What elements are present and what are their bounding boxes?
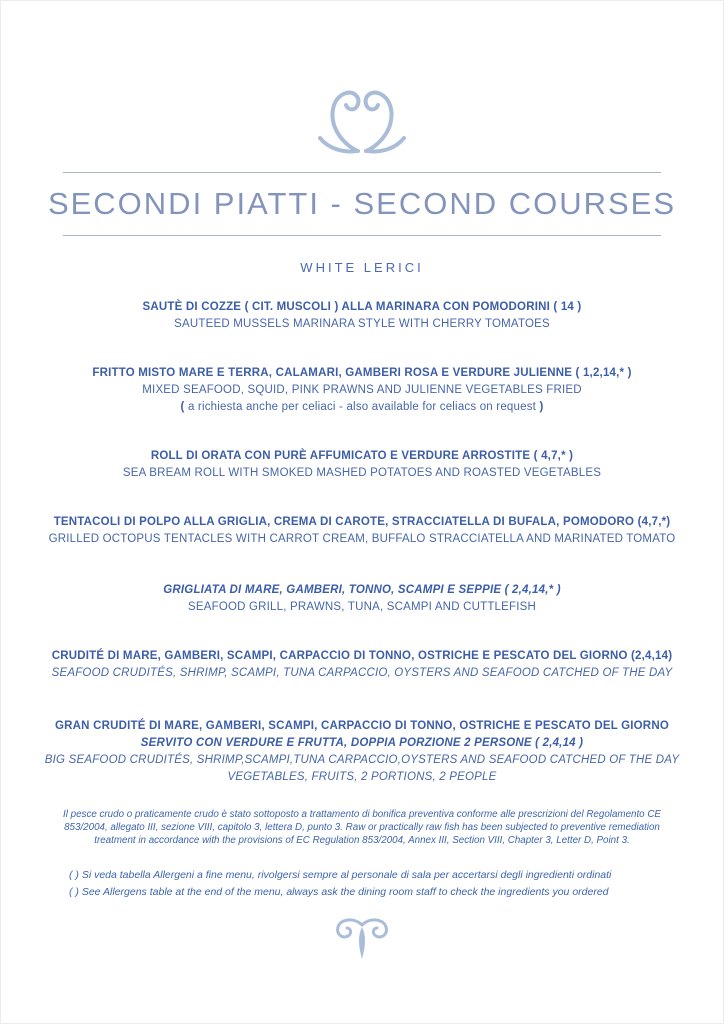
dish-name: CRUDITÉ DI MARE, GAMBERI, SCAMPI, CARPACCIO DI TONNO, OSTRICHE E PESCATO DEL GIORNO (2,4,14) xyxy=(51,650,673,662)
celiac-note-text: a richiesta anche per celiaci - also available for celiacs on request xyxy=(187,401,537,413)
dish-description: MIXED SEAFOOD, SQUID, PINK PRAWNS AND JULIENNE VEGETABLES FRIED xyxy=(142,384,582,396)
dish-item xyxy=(1,299,723,333)
dish-name: ROLL DI ORATA CON PURÈ AFFUMICATO E VERDURE ARROSTITE ( 4,7,* ) xyxy=(150,450,574,462)
dish-item xyxy=(1,582,723,616)
dish-description: GRILLED OCTOPUS TENTACLES WITH CARROT CREAM, BUFFALO STRACCIATELLA AND MARINATED TOMATO xyxy=(48,533,676,545)
dish-name: FRITTO MISTO MARE E TERRA, CALAMARI, GAMBERI ROSA E VERDURE JULIENNE ( 1,2,14,* ) xyxy=(92,367,632,379)
dish-description: SEAFOOD CRUDITÉS, SHRIMP, SCAMPI, TUNA CARPACCIO, OYSTERS AND SEAFOOD CATCHED OF THE DAY xyxy=(51,667,673,679)
celiac-note-paren-close: ) xyxy=(536,401,544,413)
dish-item xyxy=(1,448,723,482)
dish-name: SAUTÈ DI COZZE ( CIT. MUSCOLI ) ALLA MARINARA CON POMODORINI ( 14 ) xyxy=(142,301,582,313)
raw-fish-regulation-note: Il pesce crudo o praticamente crudo è stato sottoposto a trattamento di bonifica preventiva conforme alle prescrizioni del Regolamento CE 853/2004, allegato III, sezione VIII, capitolo 3, lettera D, punto 3. Raw or practically raw fish has been subjected to preventive remediation treatment in accordance with the provisions of EC Regulation 853/2004, Annex III, Section VIII, Chapter 3, Letter D, Point 3. xyxy=(63,809,661,846)
celiac-note xyxy=(29,399,695,416)
allergen-note-italian: ( ) Si veda tabella Allergeni a fine menu, rivolgersi sempre al personale di sala per accertarsi degli ingredienti ordinati xyxy=(69,869,612,881)
dish-name: GRIGLIATA DI MARE, GAMBERI, TONNO, SCAMPI E SEPPIE ( 2,4,14,* ) xyxy=(163,584,561,596)
dish-item xyxy=(1,514,723,548)
allergen-notes xyxy=(69,867,683,901)
page-title: SECONDI PIATTI - SECOND COURSES xyxy=(47,186,677,221)
dish-description: SEAFOOD GRILL, PRAWNS, TUNA, SCAMPI AND CUTTLEFISH xyxy=(187,601,537,613)
dish-description: SEA BREAM ROLL WITH SMOKED MASHED POTATOES AND ROASTED VEGETABLES xyxy=(122,467,602,479)
dish-item xyxy=(1,648,723,682)
dish-name: TENTACOLI DI POLPO ALLA GRIGLIA, CREMA DI CAROTE, STRACCIATELLA DI BUFALA, POMODORO (4,7,*) xyxy=(53,516,671,528)
dish-subtitle: SERVITO CON VERDURE E FRUTTA, DOPPIA PORZIONE 2 PERSONE ( 2,4,14 ) xyxy=(140,737,584,749)
title-divider-bottom xyxy=(63,235,661,236)
dish-list xyxy=(1,299,723,786)
celiac-note-paren-open: ( xyxy=(180,401,188,413)
fleur-drop-flourish-icon xyxy=(1,915,723,968)
restaurant-name: WHITE LERICI xyxy=(300,260,424,275)
allergen-note-english: ( ) See Allergens table at the end of the menu, always ask the dining room staff to check the ingredients you ordered xyxy=(69,886,609,898)
dish-name: GRAN CRUDITÉ DI MARE, GAMBERI, SCAMPI, CARPACCIO DI TONNO, OSTRICHE E PESCATO DEL GIORNO xyxy=(55,720,669,732)
dish-description: BIG SEAFOOD CRUDITÉS, SHRIMP,SCAMPI,TUNA CARPACCIO,OYSTERS AND SEAFOOD CATCHED OF THE DAY xyxy=(44,754,680,766)
dish-description: SAUTEED MUSSELS MARINARA STYLE WITH CHERRY TOMATOES xyxy=(174,318,550,330)
floral-flourish-icon xyxy=(1,1,723,164)
dish-item xyxy=(1,718,723,786)
dish-item xyxy=(1,365,723,416)
dish-description-extra: VEGETABLES, FRUITS, 2 PORTIONS, 2 PEOPLE xyxy=(227,771,497,783)
